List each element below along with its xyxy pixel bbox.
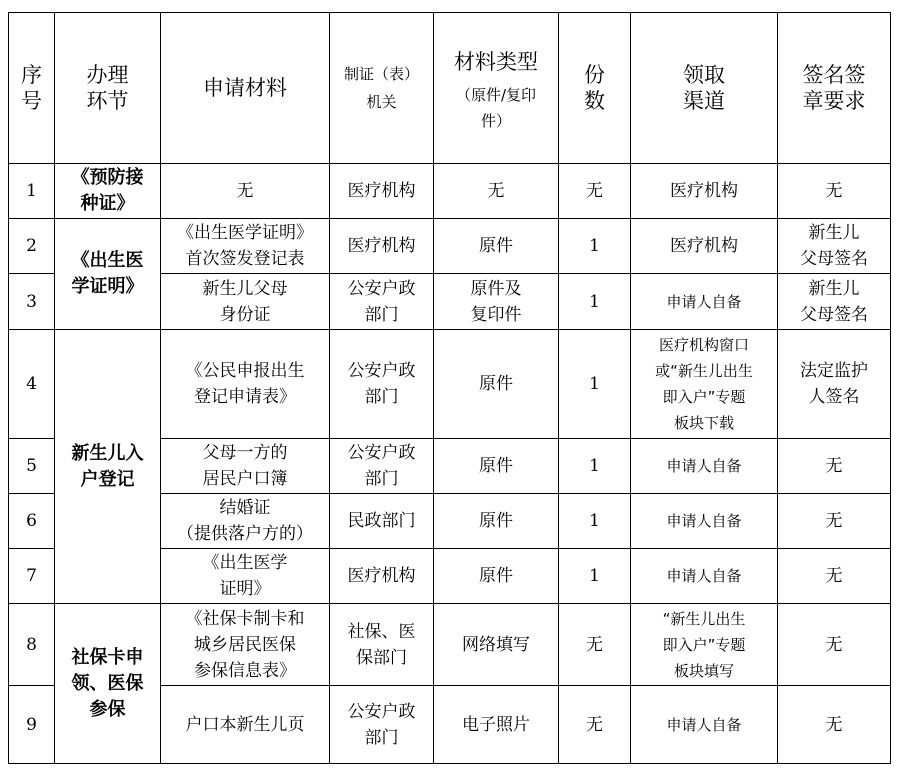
- cell-material: 新生儿父母 身份证: [161, 274, 330, 330]
- cell-type: 原件: [434, 439, 559, 494]
- cell-issuer: 公安户政 部门: [330, 330, 434, 439]
- cell-type: 电子照片: [434, 686, 559, 764]
- cell-channel: 申请人自备: [631, 494, 778, 549]
- cell-copies: 1: [559, 439, 631, 494]
- cell-sign: 无: [778, 494, 891, 549]
- header-copies: 份 数: [559, 13, 631, 164]
- cell-material: 无: [161, 164, 330, 219]
- cell-issuer: 社保、医 保部门: [330, 604, 434, 686]
- cell-channel: 申请人自备: [631, 274, 778, 330]
- cell-material: 户口本新生儿页: [161, 686, 330, 764]
- cell-type: 原件: [434, 219, 559, 274]
- cell-no: 2: [9, 219, 55, 274]
- cell-material: 《出生医学 证明》: [161, 549, 330, 604]
- cell-channel: 医疗机构: [631, 164, 778, 219]
- cell-copies: 无: [559, 164, 631, 219]
- cell-channel: 申请人自备: [631, 439, 778, 494]
- cell-stage: 社保卡申 领、医保 参保: [55, 604, 161, 764]
- cell-channel: 申请人自备: [631, 686, 778, 764]
- cell-issuer: 医疗机构: [330, 549, 434, 604]
- cell-sign: 无: [778, 686, 891, 764]
- header-stage: 办理 环节: [55, 13, 161, 164]
- table-row: [9, 330, 891, 439]
- cell-material: 《出生医学证明》 首次签发登记表: [161, 219, 330, 274]
- materials-table: [8, 12, 891, 764]
- cell-sign: 新生儿 父母签名: [778, 274, 891, 330]
- cell-stage: 《预防接 种证》: [55, 164, 161, 219]
- cell-type: 原件: [434, 549, 559, 604]
- cell-type: 原件: [434, 330, 559, 439]
- cell-no: 8: [9, 604, 55, 686]
- header-sign: 签名签 章要求: [778, 13, 891, 164]
- cell-sign: 无: [778, 549, 891, 604]
- cell-channel: 申请人自备: [631, 549, 778, 604]
- cell-copies: 1: [559, 219, 631, 274]
- header-seq: 序 号: [9, 13, 55, 164]
- cell-copies: 1: [559, 494, 631, 549]
- cell-copies: 无: [559, 686, 631, 764]
- cell-material: 《社保卡制卡和 城乡居民医保 参保信息表》: [161, 604, 330, 686]
- cell-sign: 无: [778, 439, 891, 494]
- cell-copies: 1: [559, 274, 631, 330]
- cell-type: 原件及 复印件: [434, 274, 559, 330]
- cell-issuer: 医疗机构: [330, 164, 434, 219]
- cell-no: 3: [9, 274, 55, 330]
- cell-sign: 无: [778, 604, 891, 686]
- cell-channel: 医疗机构窗口 或“新生儿出生 即入户”专题 板块下载: [631, 330, 778, 439]
- cell-type: 网络填写: [434, 604, 559, 686]
- cell-material: 父母一方的 居民户口簿: [161, 439, 330, 494]
- header-type: 材料类型 （原件/复印 件）: [434, 13, 559, 164]
- cell-issuer: 民政部门: [330, 494, 434, 549]
- table-row: [9, 164, 891, 219]
- cell-no: 5: [9, 439, 55, 494]
- cell-sign: 法定监护 人签名: [778, 330, 891, 439]
- cell-no: 6: [9, 494, 55, 549]
- header-channel: 领取 渠道: [631, 13, 778, 164]
- cell-copies: 1: [559, 330, 631, 439]
- cell-stage: 《出生医 学证明》: [55, 219, 161, 330]
- header-material: 申请材料: [161, 13, 330, 164]
- cell-type: 无: [434, 164, 559, 219]
- cell-no: 1: [9, 164, 55, 219]
- cell-channel: “新生儿出生 即入户”专题 板块填写: [631, 604, 778, 686]
- header-row: [9, 13, 891, 164]
- cell-issuer: 公安户政 部门: [330, 274, 434, 330]
- table-row: [9, 219, 891, 274]
- cell-sign: 新生儿 父母签名: [778, 219, 891, 274]
- cell-stage: 新生儿入 户登记: [55, 330, 161, 604]
- cell-copies: 无: [559, 604, 631, 686]
- cell-issuer: 公安户政 部门: [330, 686, 434, 764]
- cell-material: 结婚证 （提供落户方的）: [161, 494, 330, 549]
- header-issuer: 制证（表） 机关: [330, 13, 434, 164]
- table-row: [9, 604, 891, 686]
- cell-material: 《公民申报出生 登记申请表》: [161, 330, 330, 439]
- cell-sign: 无: [778, 164, 891, 219]
- cell-no: 7: [9, 549, 55, 604]
- cell-issuer: 医疗机构: [330, 219, 434, 274]
- cell-channel: 医疗机构: [631, 219, 778, 274]
- cell-copies: 1: [559, 549, 631, 604]
- cell-no: 9: [9, 686, 55, 764]
- cell-issuer: 公安户政 部门: [330, 439, 434, 494]
- cell-no: 4: [9, 330, 55, 439]
- cell-type: 原件: [434, 494, 559, 549]
